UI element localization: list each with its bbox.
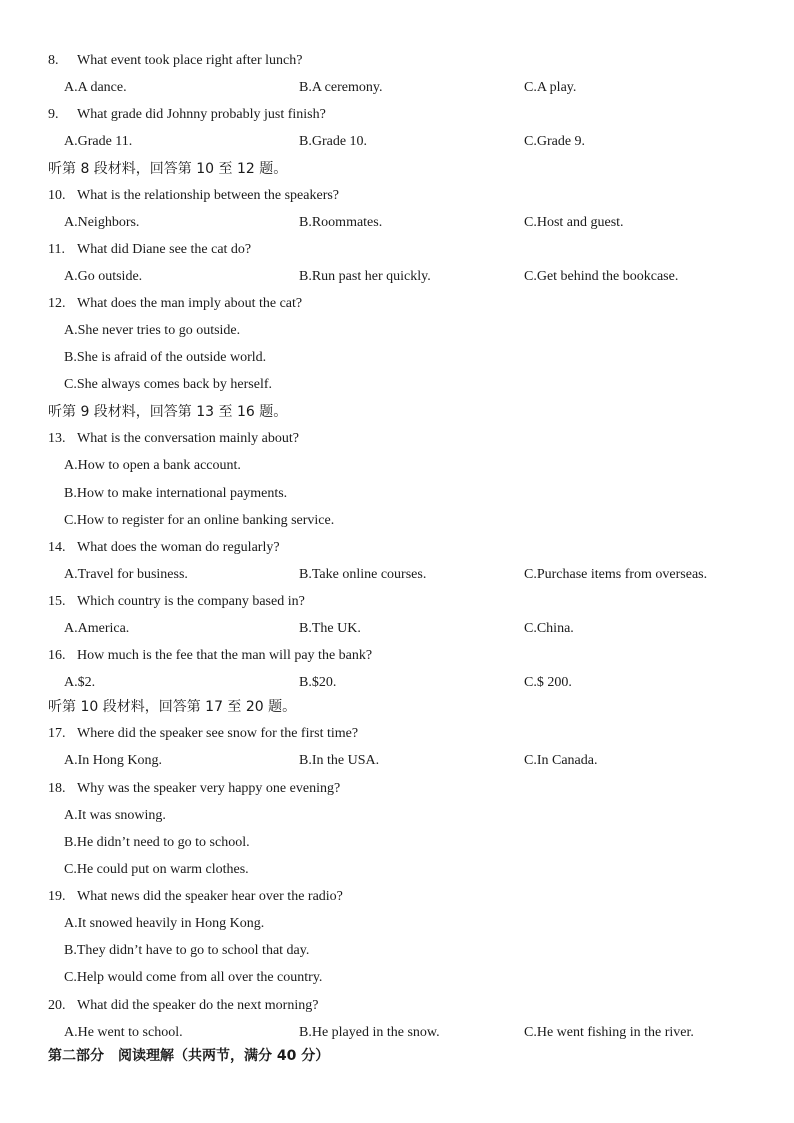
option-b-row bbox=[0, 939, 794, 963]
option-b: B.Roommates. bbox=[299, 215, 383, 230]
option-c: C.Grade 9. bbox=[524, 134, 586, 149]
option-c: C.China. bbox=[524, 621, 574, 636]
question-15 bbox=[0, 590, 794, 614]
option-a: A.America. bbox=[64, 621, 130, 636]
option-b-row bbox=[0, 346, 794, 370]
option-a: A.$2. bbox=[64, 675, 96, 690]
question-20 bbox=[0, 994, 794, 1018]
option-a: A.Grade 11. bbox=[64, 134, 133, 149]
option-b: B.In the USA. bbox=[299, 753, 380, 768]
option-a: A.Go outside. bbox=[64, 269, 143, 284]
option-a: A.She never tries to go outside. bbox=[64, 323, 241, 338]
question-number: 15. bbox=[48, 594, 66, 609]
options-17 bbox=[0, 749, 794, 773]
option-b: B.He played in the snow. bbox=[299, 1025, 440, 1040]
question-text: What news did the speaker hear over the radio? bbox=[77, 889, 343, 904]
question-number: 8. bbox=[48, 53, 59, 68]
option-c: C.She always comes back by herself. bbox=[64, 377, 272, 392]
option-b: B.How to make international payments. bbox=[64, 486, 288, 501]
option-c: C.Get behind the bookcase. bbox=[524, 269, 679, 284]
options-10 bbox=[0, 211, 794, 235]
section-heading-8: 听第 8 段材料，回答第 10 至 12 题。 bbox=[48, 161, 288, 177]
question-number: 9. bbox=[48, 107, 59, 122]
option-c-row bbox=[0, 509, 794, 533]
question-16 bbox=[0, 644, 794, 668]
question-11 bbox=[0, 238, 794, 262]
part-two-heading: 第二部分 阅读理解（共两节，满分 40 分） bbox=[48, 1048, 330, 1064]
question-number: 19. bbox=[48, 889, 66, 904]
question-text: What is the relationship between the speakers? bbox=[77, 188, 340, 203]
option-b: B.A ceremony. bbox=[299, 80, 383, 95]
option-a: A.It snowed heavily in Hong Kong. bbox=[64, 916, 265, 931]
option-c-row bbox=[0, 858, 794, 882]
question-number: 16. bbox=[48, 648, 66, 663]
option-b-row bbox=[0, 482, 794, 506]
option-a: A.How to open a bank account. bbox=[64, 458, 241, 473]
option-b: B.Grade 10. bbox=[299, 134, 368, 149]
question-text: What did Diane see the cat do? bbox=[77, 242, 252, 257]
option-b: B.Take online courses. bbox=[299, 567, 427, 582]
option-c-row bbox=[0, 966, 794, 990]
question-9 bbox=[0, 103, 794, 127]
options-20 bbox=[0, 1021, 794, 1045]
option-c: C.Host and guest. bbox=[524, 215, 624, 230]
option-c: C.Help would come from all over the country. bbox=[64, 970, 323, 985]
options-14 bbox=[0, 563, 794, 587]
question-text: What does the man imply about the cat? bbox=[77, 296, 303, 311]
question-13 bbox=[0, 427, 794, 451]
question-19 bbox=[0, 885, 794, 909]
option-c: C.In Canada. bbox=[524, 753, 598, 768]
question-18 bbox=[0, 777, 794, 801]
question-text: What event took place right after lunch? bbox=[77, 53, 303, 68]
option-a-row bbox=[0, 912, 794, 936]
option-c: C.He went fishing in the river. bbox=[524, 1025, 694, 1040]
question-number: 17. bbox=[48, 726, 66, 741]
question-8 bbox=[0, 49, 794, 73]
question-text: Where did the speaker see snow for the first time? bbox=[77, 726, 359, 741]
question-number: 10. bbox=[48, 188, 66, 203]
question-number: 20. bbox=[48, 998, 66, 1013]
option-b: B.She is afraid of the outside world. bbox=[64, 350, 267, 365]
option-a-row bbox=[0, 454, 794, 478]
question-text: What did the speaker do the next morning? bbox=[77, 998, 319, 1013]
question-14 bbox=[0, 536, 794, 560]
option-c: C.A play. bbox=[524, 80, 577, 95]
option-b: B.Run past her quickly. bbox=[299, 269, 431, 284]
option-c: C.Purchase items from overseas. bbox=[524, 567, 708, 582]
section-heading-9: 听第 9 段材料，回答第 13 至 16 题。 bbox=[48, 404, 288, 420]
options-16 bbox=[0, 671, 794, 695]
option-a: A.Travel for business. bbox=[64, 567, 188, 582]
option-c: C.He could put on warm clothes. bbox=[64, 862, 249, 877]
option-c: C.$ 200. bbox=[524, 675, 572, 690]
option-a: A.He went to school. bbox=[64, 1025, 183, 1040]
question-text: What grade did Johnny probably just finish? bbox=[77, 107, 326, 122]
question-number: 18. bbox=[48, 781, 66, 796]
question-number: 11. bbox=[48, 242, 65, 257]
question-number: 13. bbox=[48, 431, 66, 446]
question-text: What does the woman do regularly? bbox=[77, 540, 280, 555]
question-text: How much is the fee that the man will pay the bank? bbox=[77, 648, 373, 663]
option-b: B.He didn’t need to go to school. bbox=[64, 835, 250, 850]
question-text: What is the conversation mainly about? bbox=[77, 431, 299, 446]
question-number: 12. bbox=[48, 296, 66, 311]
option-a-row bbox=[0, 804, 794, 828]
option-b: B.They didn’t have to go to school that day. bbox=[64, 943, 310, 958]
question-12 bbox=[0, 292, 794, 316]
option-c: C.How to register for an online banking service. bbox=[64, 513, 335, 528]
option-a: A.In Hong Kong. bbox=[64, 753, 162, 768]
option-b: B.$20. bbox=[299, 675, 337, 690]
option-b-row bbox=[0, 831, 794, 855]
option-c-row bbox=[0, 373, 794, 397]
option-a-row bbox=[0, 319, 794, 343]
question-text: Which country is the company based in? bbox=[77, 594, 305, 609]
question-number: 14. bbox=[48, 540, 66, 555]
option-b: B.The UK. bbox=[299, 621, 361, 636]
section-heading-10: 听第 10 段材料，回答第 17 至 20 题。 bbox=[48, 699, 297, 715]
question-10 bbox=[0, 184, 794, 208]
options-11 bbox=[0, 265, 794, 289]
option-a: A.A dance. bbox=[64, 80, 127, 95]
question-text: Why was the speaker very happy one evening? bbox=[77, 781, 341, 796]
option-a: A.It was snowing. bbox=[64, 808, 166, 823]
question-17 bbox=[0, 722, 794, 746]
options-9 bbox=[0, 130, 794, 154]
options-15 bbox=[0, 617, 794, 641]
options-8 bbox=[0, 76, 794, 100]
option-a: A.Neighbors. bbox=[64, 215, 140, 230]
